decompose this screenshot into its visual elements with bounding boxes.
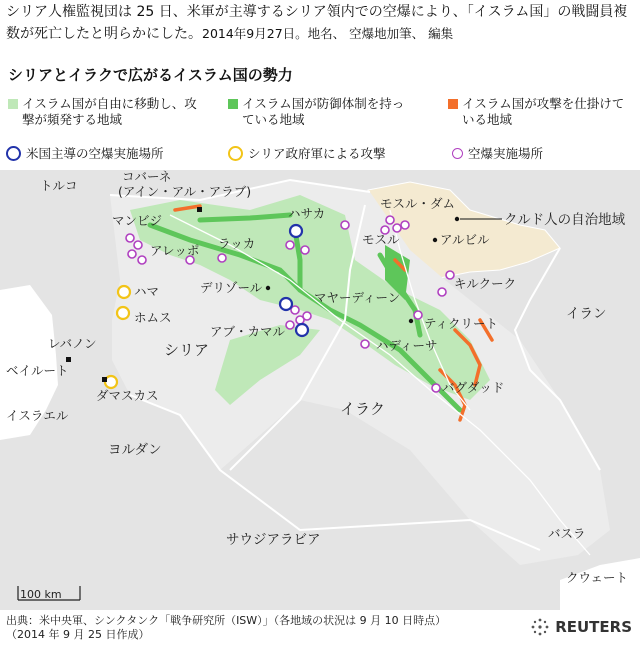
syria-gov-strike-icon [228, 146, 243, 161]
source-note [6, 614, 446, 642]
scale-bar-label: 100 km [20, 588, 62, 601]
label-kuwait: クウェート [566, 570, 629, 585]
us-strike-marker-abu-kamal [296, 324, 308, 336]
label-manbij: マンビジ [112, 213, 163, 228]
label-syria: シリア [164, 341, 210, 359]
airstrike-marker [361, 340, 369, 348]
airstrike-marker [301, 246, 309, 254]
legend-label-syria-gov: シリア政府軍による攻撃 [248, 146, 386, 161]
us-strike-icon [6, 146, 21, 161]
us-strike-marker-mayadin [280, 298, 292, 310]
label-kirkuk: キルクーク [454, 276, 517, 291]
legend-swatch-free-movement [8, 99, 18, 109]
airstrike-marker [138, 256, 146, 264]
label-iraq: イラク [340, 400, 386, 418]
label-mayadin: マヤーディーン [314, 290, 401, 305]
label-turkey: トルコ [40, 178, 78, 193]
airstrike-marker [414, 311, 422, 319]
city-dot-tikrit [409, 319, 413, 323]
reuters-dot-icon [531, 618, 549, 636]
legend-label-us-strikes: 米国主導の空爆実施場所 [26, 146, 164, 161]
city-dot-beirut [66, 357, 71, 362]
source-line-2: （2014 年 9 月 25 日作成） [6, 628, 150, 641]
map [0, 170, 640, 610]
airstrike-icon [452, 148, 463, 159]
caption-note: 2014年9月27日。地名、 空爆地加筆、 編集 [202, 26, 454, 41]
airstrike-marker [218, 254, 226, 262]
reuters-wordmark: REUTERS [555, 618, 632, 636]
label-jordan: ヨルダン [108, 442, 162, 458]
airstrike-marker [401, 221, 409, 229]
label-kobani-alt: (アイン・アル・アラブ) [118, 184, 252, 199]
label-homs: ホムス [134, 310, 172, 325]
city-dot-damascus [102, 377, 107, 382]
city-dot-kurdish-region [455, 217, 459, 221]
label-hasakah: ハサカ [288, 206, 326, 221]
label-mosul: モスル [362, 232, 400, 247]
legend-label-defense: イスラム国が防御体制を持っている地域 [242, 96, 405, 127]
legend-label-attacks: イスラム国が攻撃を仕掛けている地域 [462, 96, 625, 127]
airstrike-marker [134, 241, 142, 249]
label-mosul-dam: モスル・ダム [380, 196, 456, 211]
label-baghdad: バグダッド [442, 380, 505, 395]
airstrike-marker [446, 271, 454, 279]
label-lebanon: レバノン [48, 336, 97, 351]
airstrike-marker [432, 384, 440, 392]
label-kurdish-region: クルド人の自治地域 [504, 212, 626, 228]
label-haditha: ハディーサ [376, 338, 438, 353]
legend-label-airstrikes: 空爆実施場所 [468, 146, 544, 161]
label-abu-kamal: アブ・カマル [210, 324, 286, 339]
legend-label-free-movement: イスラム国が自由に移動し、攻撃が頻発する地域 [22, 96, 197, 127]
label-damascus: ダマスカス [96, 388, 159, 403]
city-dot-deir-ezzor [266, 286, 270, 290]
city-dot-kobani [197, 207, 202, 212]
label-kobani: コバーネ [122, 170, 172, 184]
label-erbil: アルビル [440, 232, 490, 247]
airstrike-marker [386, 216, 394, 224]
map-title: シリアとイラクで広がるイスラム国の勢力 [8, 66, 293, 84]
syria-gov-marker-hama [118, 286, 130, 298]
label-aleppo: アレッポ [150, 243, 200, 258]
us-strike-marker-hasakah [290, 225, 302, 237]
legend-swatch-defense [228, 99, 238, 109]
label-hama: ハマ [134, 284, 160, 299]
airstrike-marker [286, 241, 294, 249]
label-israel: イスラエル [6, 408, 69, 423]
airstrike-marker [393, 224, 401, 232]
city-dot-erbil [433, 238, 437, 242]
label-beirut: ベイルート [6, 363, 69, 378]
reuters-logo [531, 618, 632, 636]
airstrike-marker [126, 234, 134, 242]
label-saudi: サウジアラビア [226, 532, 321, 548]
legend-swatch-attacks [448, 99, 458, 109]
airstrike-marker [438, 288, 446, 296]
caption [6, 2, 636, 45]
airstrike-marker [303, 312, 311, 320]
label-tikrit: ティクリート [424, 316, 499, 331]
caption-main: シリア人権監視団は 25 日、米軍が主導するシリア領内での空爆により、「イスラム国」の戦闘員複数が死亡したと明らかにした。 [6, 4, 628, 42]
label-raqqa: ラッカ [218, 236, 256, 251]
airstrike-marker [128, 250, 136, 258]
airstrike-marker [286, 321, 294, 329]
label-deir-ezzor: デリゾール [200, 280, 263, 295]
source-line-1: 出典：米中央軍、シンクタンク「戦争研究所（ISW）」（各地域の状況は 9 月 10 日時点） [6, 614, 447, 627]
syria-gov-marker-homs [117, 307, 129, 319]
airstrike-marker [341, 221, 349, 229]
label-iran: イラン [566, 306, 607, 322]
label-basra: バスラ [548, 526, 586, 541]
